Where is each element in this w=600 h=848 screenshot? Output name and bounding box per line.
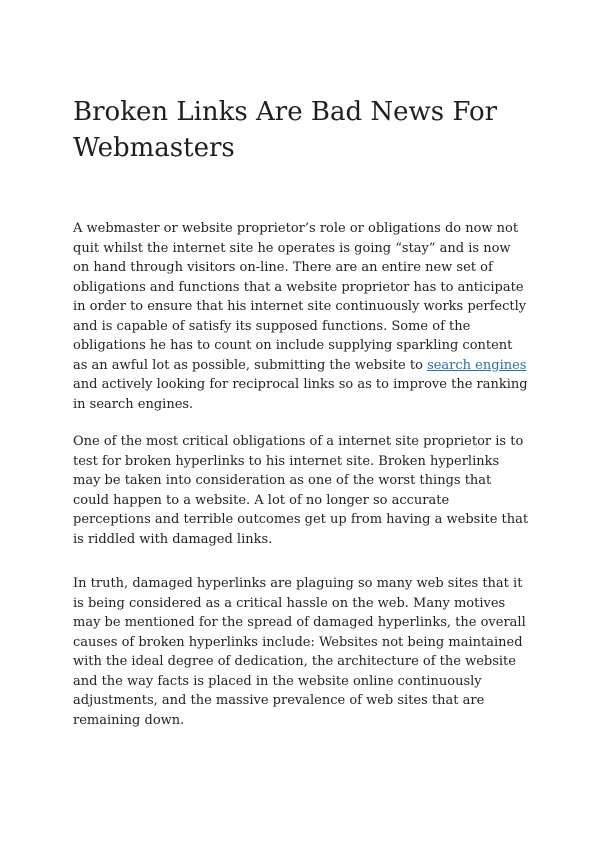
article-paragraph-3: In truth, damaged hyperlinks are plaguing so many web sites that it is being considered as a critical hassle on the web. Many motives may be mentioned for the spread of damaged hyperlinks, the overall causes of broken hyperlinks include: Websites not being maintained with the ideal degree of dedication, the architecture of the website and the way facts is placed in the website online continuously adjustments, and the massive prevalence of web sites that are remaining down. [73, 576, 526, 728]
paragraph-1-text-before-link: A webmaster or website proprietor’s role or obligations do now not quit whilst the internet site he operates is going “stay” and is now on hand through visitors on-line. There are an entire new set of obligations and functions that a website proprietor has to anticipate in order to ensure that his internet site continuously works perfectly and is capable of satisfy its supposed functions. Some of the obligations he has to count on include supplying sparkling content as an awful lot as possible, submitting the website to [73, 221, 527, 373]
article-paragraph-2: One of the most critical obligations of a internet site proprietor is to test for broken hyperlinks to his internet site. Broken hyperlinks may be taken into consideration as one of the worst things that could happen to a website. A lot of no longer so accurate perceptions and terrible outcomes get up from having a website that is riddled with damaged links. [73, 434, 529, 547]
paragraph-1-text-after-link: and actively looking for reciprocal links so as to improve the ranking in search engines. [73, 377, 528, 412]
article-paragraph-1 [73, 219, 529, 414]
search-engines-link[interactable]: search engines [427, 357, 527, 373]
article-title: Broken Links Are Bad News For Webmasters [73, 97, 498, 163]
